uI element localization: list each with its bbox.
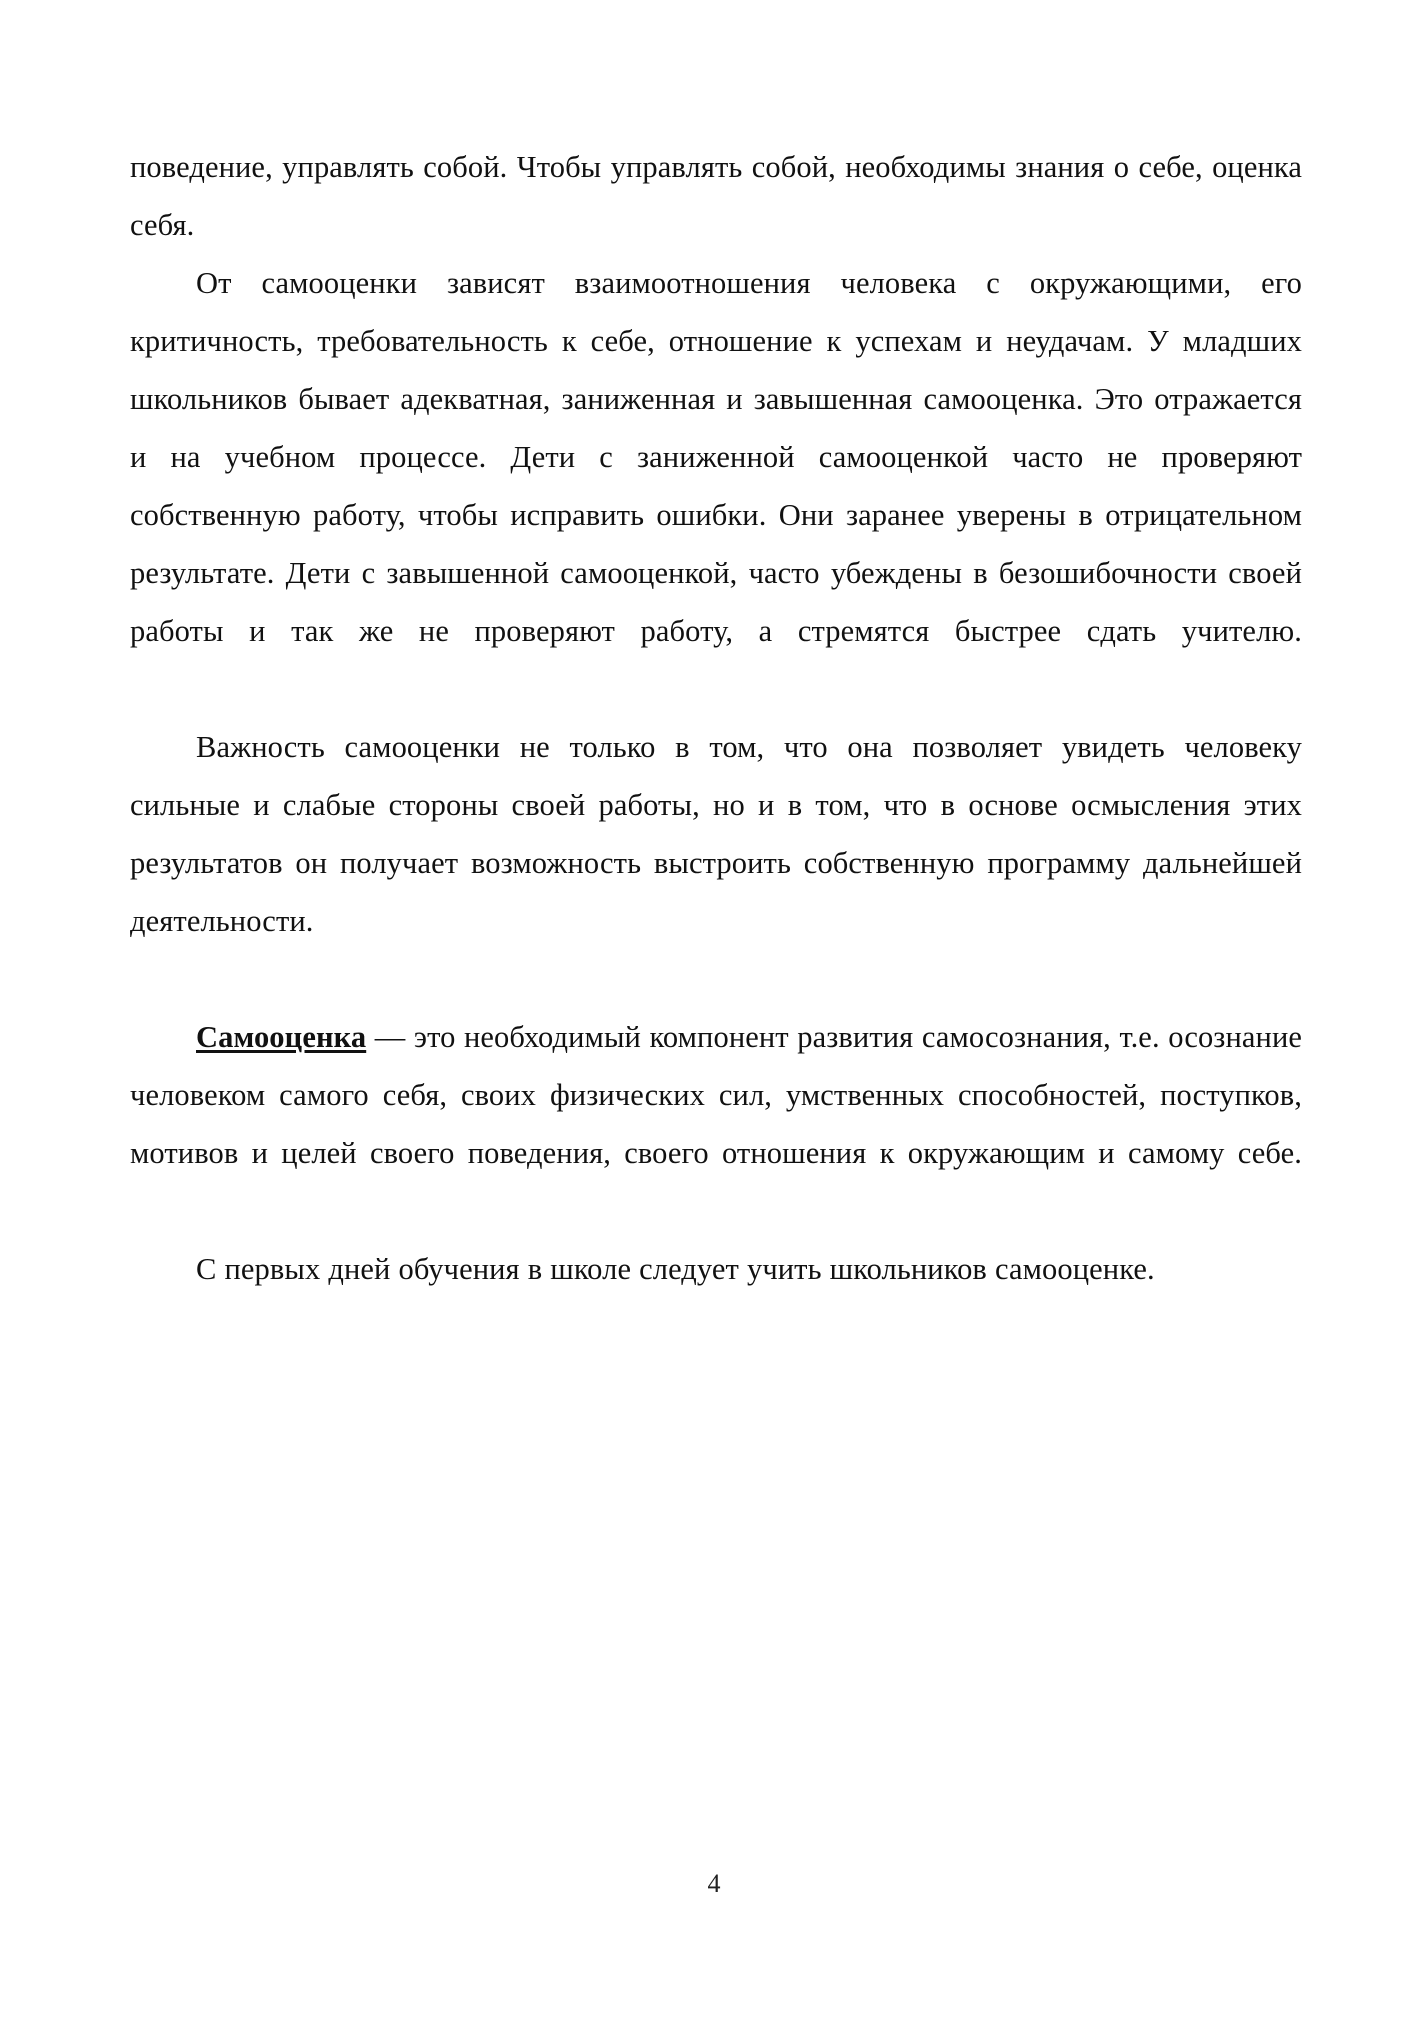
paragraph-1: поведение, управлять собой. Чтобы управлять собой, необходимы знания о себе, оценка себя. bbox=[130, 150, 1302, 242]
paragraph-4-definition bbox=[130, 1008, 1302, 1240]
document-body bbox=[130, 138, 1302, 1298]
paragraph-4-text: — это необходимый компонент развития самосознания, т.е. осознание человеком самого себя, своих физических сил, умственных способностей, поступков, мотивов и целей своего поведения, своего отношения к окружающим и самому себе. bbox=[130, 1020, 1302, 1170]
page-number: 4 bbox=[707, 1869, 721, 1898]
paragraph-2: От самооценки зависят взаимоотношения человека с окружающими, его критичность, требовательность к себе, отношение к успехам и неудачам. У младших школьников бывает адекватная, заниженная и завышенная самооценка. Это отражается и на учебном процессе. Дети с заниженной самооценкой часто не проверяют собственную работу, чтобы исправить ошибки. Они заранее уверены в отрицательном результате. Дети с завышенной самооценкой, часто убеждены в безошибочности своей работы и так же не проверяют работу, а стремятся быстрее сдать учителю. bbox=[130, 266, 1302, 648]
term-samootsenka: Самооценка bbox=[196, 1020, 367, 1054]
paragraph-3: Важность самооценки не только в том, что она позволяет увидеть человеку сильные и слабые стороны своей работы, но и в том, что в основе осмысления этих результатов он получает возможность выстроить собственную программу дальнейшей деятельности. bbox=[130, 730, 1302, 938]
paragraph-5: С первых дней обучения в школе следует учить школьников самооценке. bbox=[196, 1252, 1155, 1286]
